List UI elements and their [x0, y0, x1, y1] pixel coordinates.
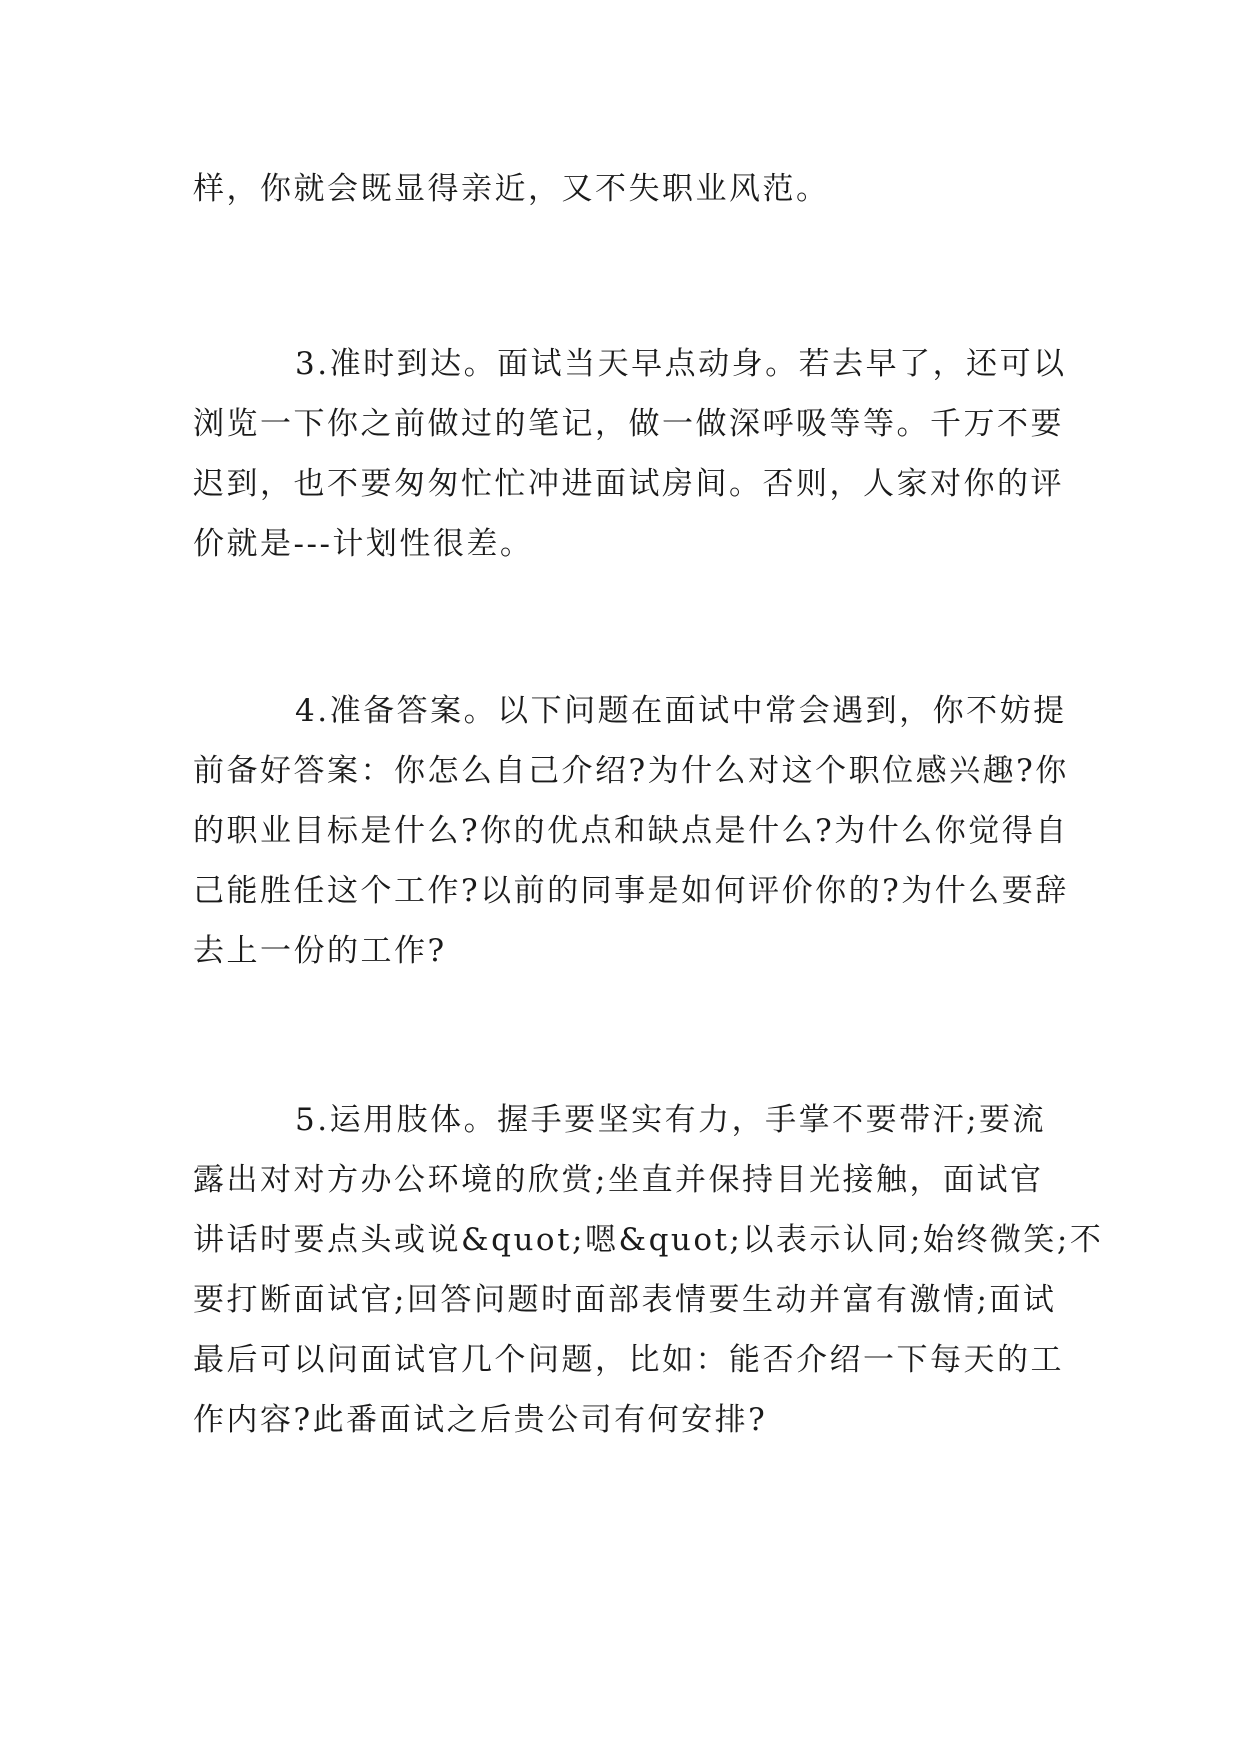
paragraph-line: 迟到，也不要匆匆忙忙冲进面试房间。否则，人家对你的评 — [193, 466, 1064, 502]
paragraph-line: 露出对对方办公环境的欣赏;坐直并保持目光接触，面试官 — [193, 1162, 1044, 1198]
paragraph-line: 的职业目标是什么?你的优点和缺点是什么?为什么你觉得自 — [193, 813, 1069, 849]
paragraph-line: 作内容?此番面试之后贵公司有何安排? — [193, 1402, 768, 1438]
paragraph-line: 讲话时要点头或说&quot;嗯&quot;以表示认同;始终微笑;不 — [193, 1222, 1104, 1258]
paragraph-line: 浏览一下你之前做过的笔记，做一做深呼吸等等。千万不要 — [193, 406, 1064, 442]
paragraph-line: 样，你就会既显得亲近，又不失职业风范。 — [193, 171, 830, 207]
paragraph-line: 最后可以问面试官几个问题，比如：能否介绍一下每天的工 — [193, 1342, 1064, 1378]
paragraph-line: 己能胜任这个工作?以前的同事是如何评价你的?为什么要辞 — [193, 873, 1069, 909]
paragraph-line: 5.运用肢体。握手要坚实有力，手掌不要带汗;要流 — [295, 1102, 1047, 1138]
paragraph-body-language — [193, 1090, 1104, 1450]
paragraph-line: 4.准备答案。以下问题在面试中常会遇到，你不妨提 — [295, 693, 1067, 729]
paragraph-arrive-on-time — [193, 334, 1073, 574]
paragraph-continuation — [193, 159, 1073, 219]
paragraph-line: 价就是---计划性很差。 — [193, 526, 534, 562]
paragraph-line: 去上一份的工作? — [193, 933, 447, 969]
paragraph-prepare-answers — [193, 681, 1073, 981]
paragraph-line: 3.准时到达。面试当天早点动身。若去早了，还可以 — [295, 346, 1067, 382]
paragraph-line: 前备好答案：你怎么自己介绍?为什么对这个职位感兴趣?你 — [193, 753, 1069, 789]
paragraph-line: 要打断面试官;回答问题时面部表情要生动并富有激情;面试 — [193, 1282, 1057, 1318]
